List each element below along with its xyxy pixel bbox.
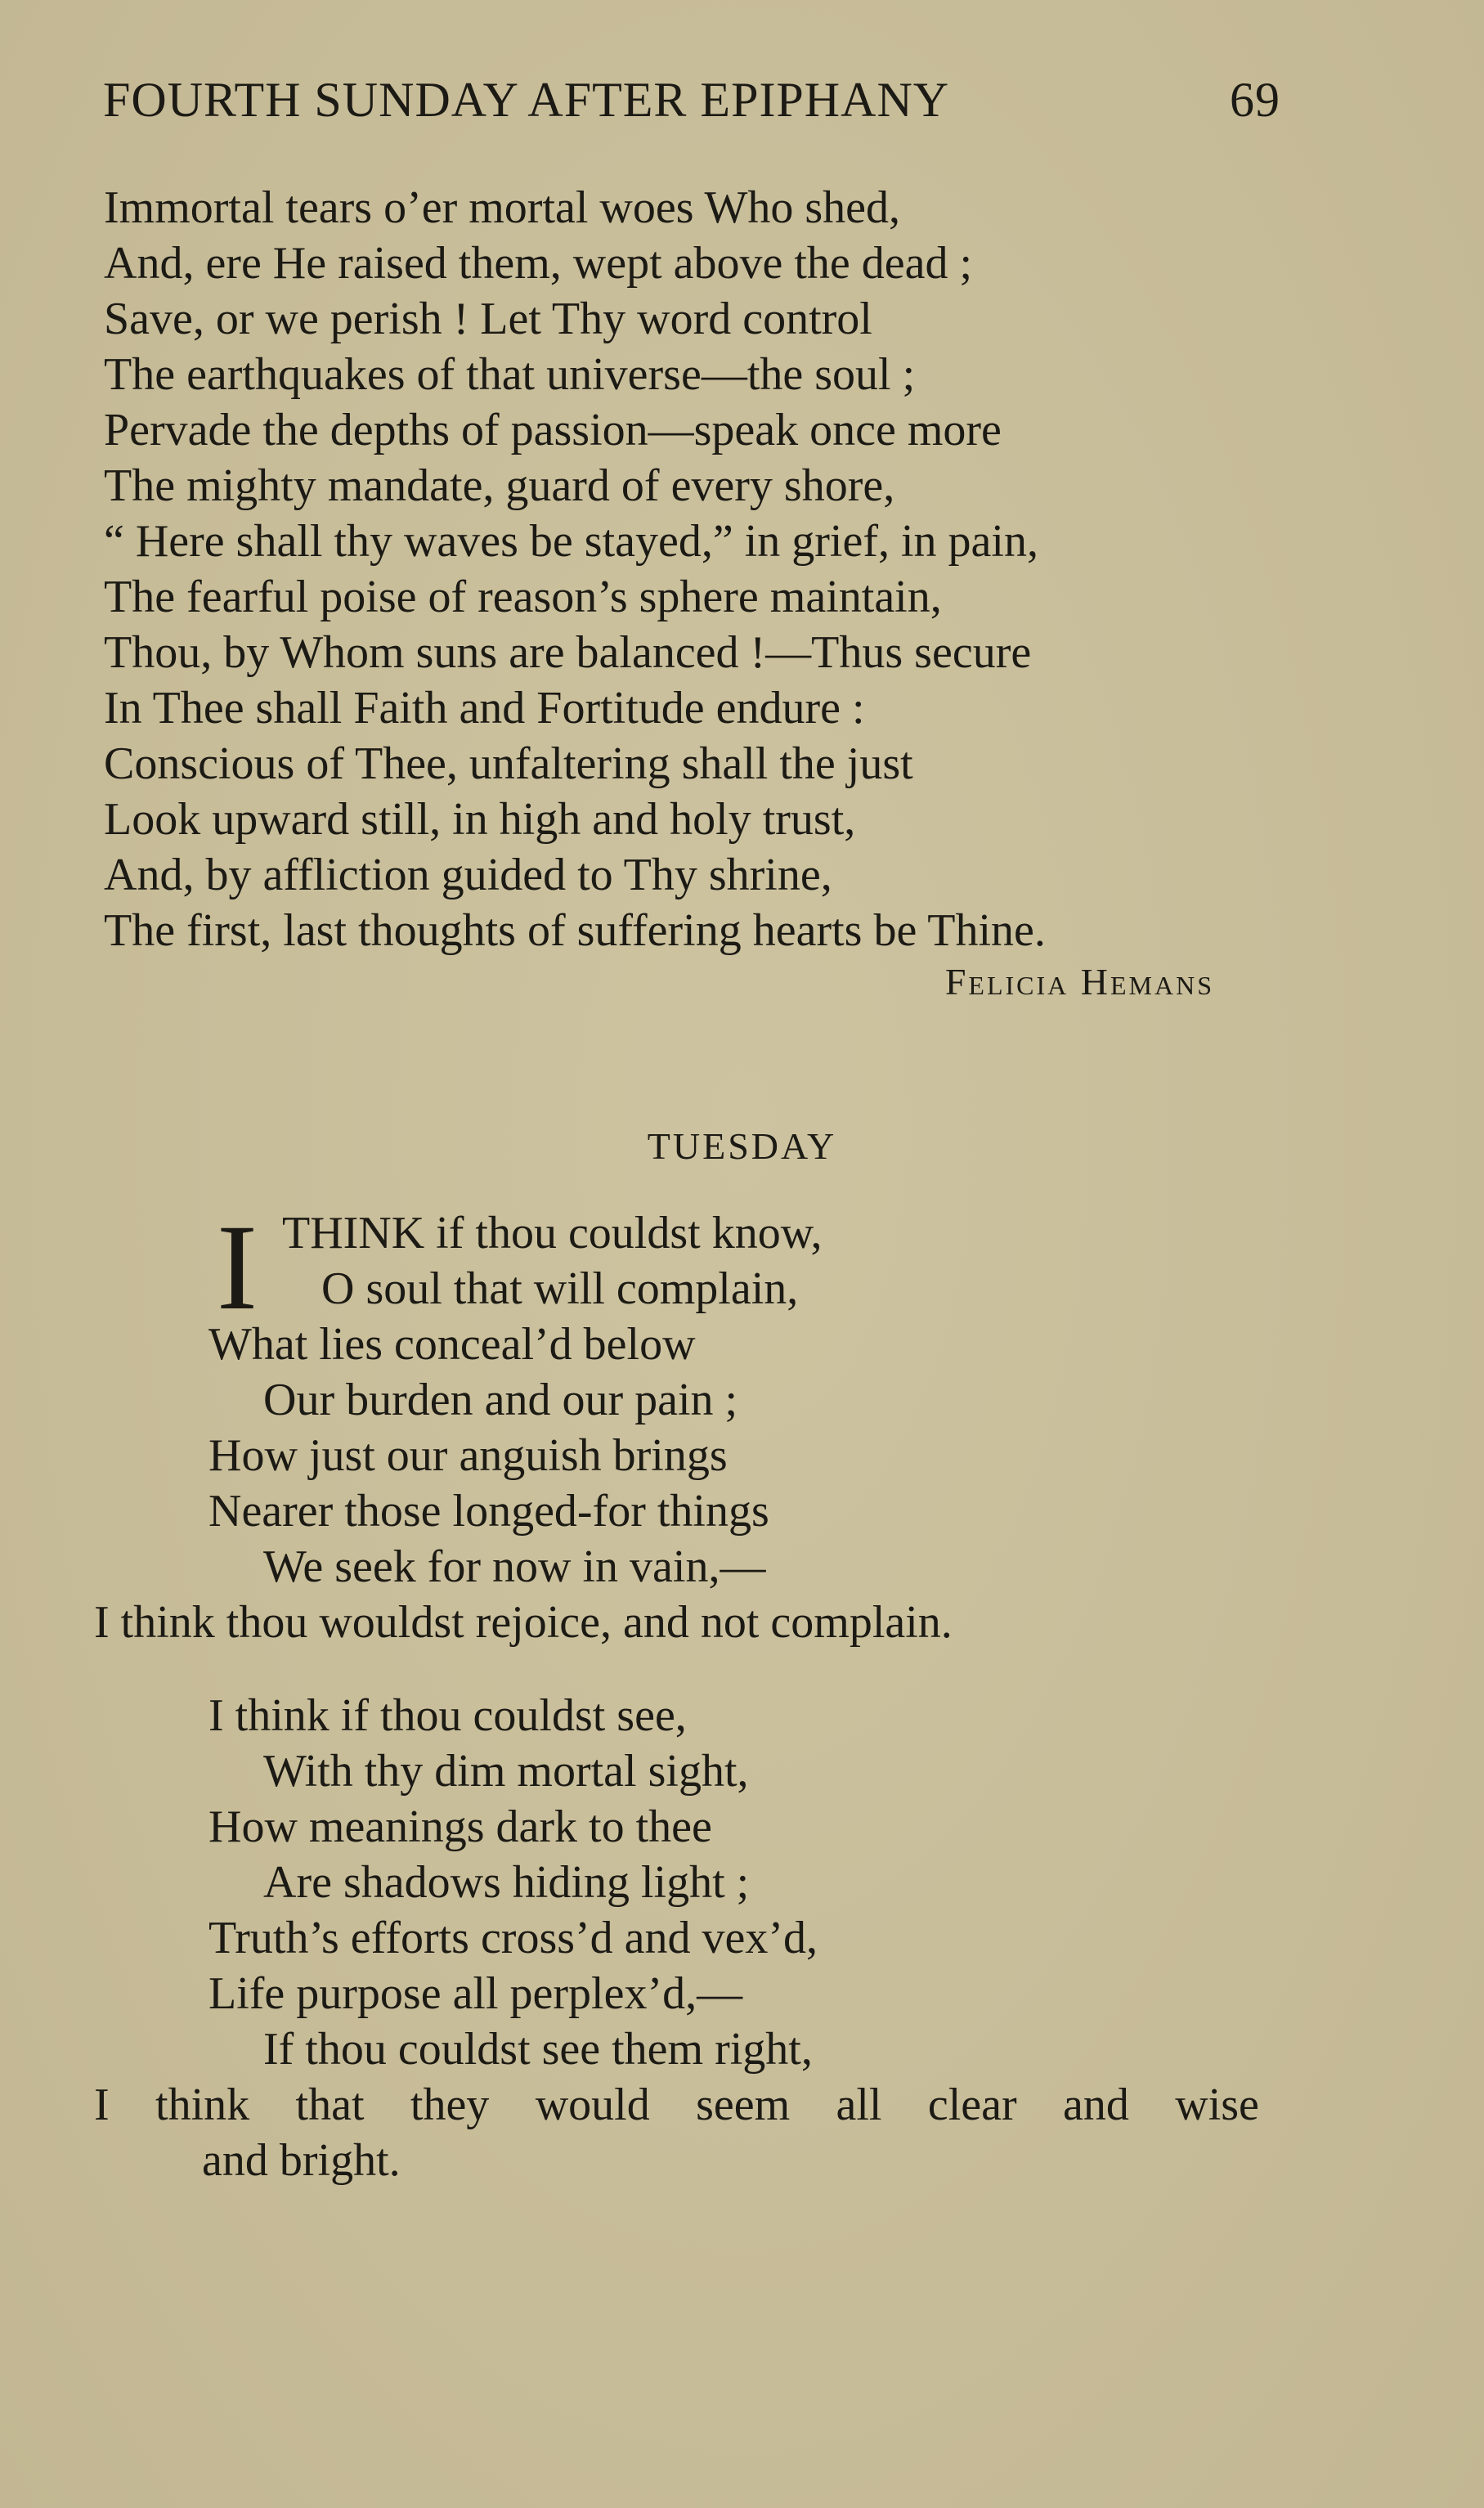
poem-line: How meanings dark to thee [208,1801,712,1852]
poem-line: Look upward still, in high and holy trust, [104,794,856,845]
running-head-title: FOURTH SUNDAY AFTER EPIPHANY [103,73,950,127]
poem-line: In Thee shall Faith and Fortitude endure : [104,683,865,734]
word: all [836,2080,882,2130]
poem-line: And, ere He raised them, wept above the dead ; [104,238,973,289]
word: think [155,2080,250,2130]
word: and [1063,2080,1129,2130]
poem-line: “ Here shall thy waves be stayed,” in grief, in pain, [104,516,1038,567]
word: would [535,2080,650,2130]
poem-line: Our burden and our pain ; [263,1375,738,1425]
poem-line: Are shadows hiding light ; [263,1857,750,1908]
word: clear [927,2080,1017,2130]
poem-line: We seek for now in vain,— [263,1541,766,1592]
poem-line: Conscious of Thee, unfaltering shall the just [104,738,913,789]
poem-line: THINK if thou couldst know, [282,1208,823,1258]
poem-line: Life purpose all perplex’d,— [208,1968,743,2019]
page-number: 69 [1230,73,1280,127]
poem-line: I think thou wouldst rejoice, and not complain. [94,1597,953,1648]
poem-line: How just our anguish brings [208,1430,728,1481]
poem-line: The fearful poise of reason’s sphere maintain, [104,572,942,622]
poem-line: I think if thou couldst see, [208,1690,687,1741]
poem-attribution: Felicia Hemans [944,961,1214,1003]
poem-line: and bright. [202,2135,401,2186]
word: wise [1175,2080,1259,2130]
poem-line: The mighty mandate, guard of every shore, [104,460,895,511]
poem-line: Pervade the depths of passion—speak once more [104,405,1002,455]
poem-line-justified [94,2077,1259,2133]
poem-line: With thy dim mortal sight, [263,1746,749,1797]
poem-line: Thou, by Whom suns are balanced !—Thus secure [104,627,1032,678]
section-heading: TUESDAY [647,1125,837,1167]
poem-line: The earthquakes of that universe—the soul ; [104,349,916,400]
poem-line: If thou couldst see them right, [263,2024,813,2075]
poem-line: Save, or we perish ! Let Thy word control [104,294,872,344]
poem-line: The first, last thoughts of suffering hearts be Thine. [104,905,1046,956]
poem-line: And, by affliction guided to Thy shrine, [104,850,832,900]
word: I [94,2080,110,2130]
poem-line: Nearer those longed-for things [208,1486,769,1537]
drop-cap: I [217,1200,258,1335]
poem-line: What lies conceal’d below [208,1319,696,1370]
word: they [410,2080,490,2130]
running-head [103,67,1280,132]
poem-line: O soul that will complain, [321,1263,799,1314]
poem-line: Truth’s efforts cross’d and vex’d, [208,1913,818,1963]
word: that [295,2080,365,2130]
poem-line: Immortal tears o’er mortal woes Who shed, [104,182,901,233]
word: seem [696,2080,791,2130]
